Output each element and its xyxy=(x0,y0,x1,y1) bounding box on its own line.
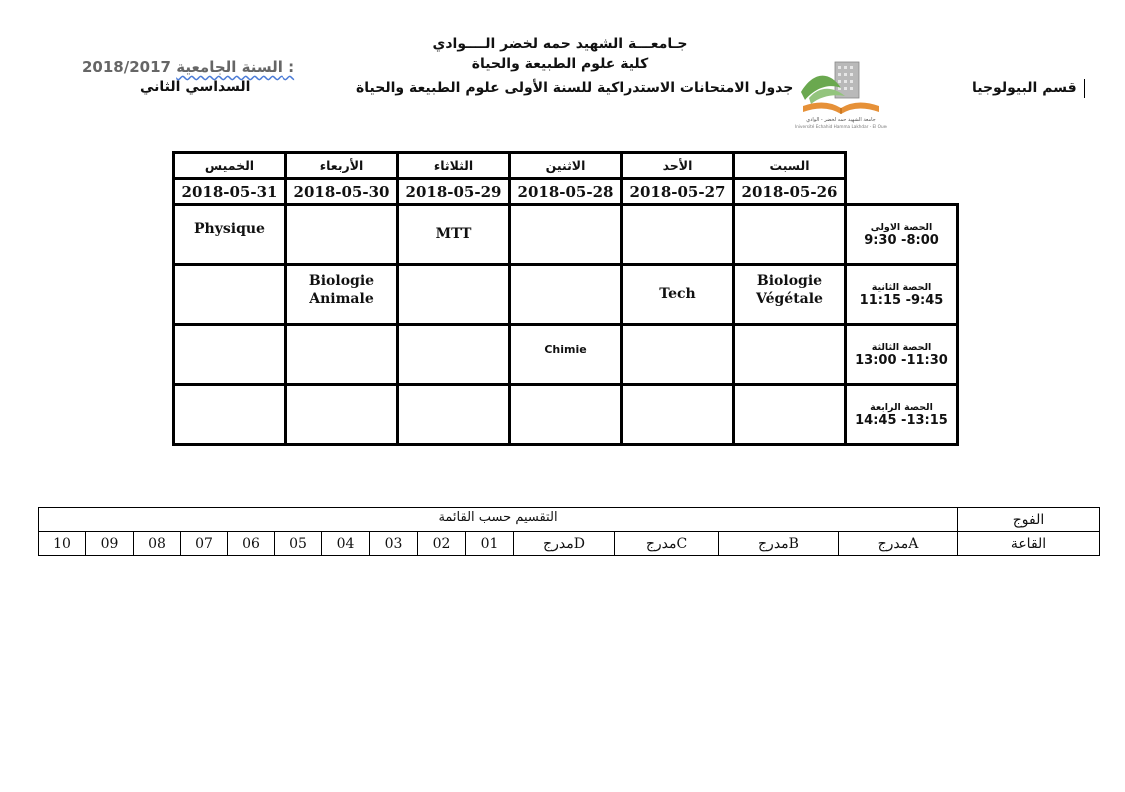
page-title: جدول الامتحانات الاستدراكية للسنة الأولى علوم الطبيعة والحياة xyxy=(356,80,794,96)
faculty-name: كلية علوم الطبيعة والحياة xyxy=(471,56,649,72)
exam-cell xyxy=(172,323,287,386)
semester: السداسي الثاني xyxy=(140,79,251,95)
slot-4-cell xyxy=(844,383,959,446)
room-cell: 06 xyxy=(227,531,275,556)
exam-cell xyxy=(732,323,847,386)
date-sunday: 2018-05-27 xyxy=(620,177,735,206)
exam-bio-vegetale-line2: Végétale xyxy=(756,291,823,308)
room-cell: 04 xyxy=(321,531,370,556)
exam-cell-biologie-animale xyxy=(284,263,399,326)
slot-4-time: 13:15- 14:45 xyxy=(855,412,948,428)
exam-bio-animale-line2: Animale xyxy=(309,291,374,308)
exam-cell xyxy=(172,383,287,446)
slot-3-time: 11:30- 13:00 xyxy=(855,352,948,368)
slot-3-cell xyxy=(844,323,959,386)
room-cell: 05 xyxy=(274,531,322,556)
room-label-cell: القاعة xyxy=(957,531,1100,556)
day-header-monday: الاثنين xyxy=(508,151,623,180)
exam-cell xyxy=(172,263,287,326)
academic-year-value: 2018/2017 xyxy=(82,58,171,76)
room-cell: 02 xyxy=(417,531,466,556)
svg-text:Université Echahid Hamma Lakhd: Université Echahid Hamma Lakhdar - El Oued xyxy=(795,124,887,129)
amphi-cell-d: مدرجD xyxy=(513,531,615,556)
exam-cell xyxy=(284,383,399,446)
slot-2-label: الحصة الثانية xyxy=(871,281,932,293)
room-cell: 09 xyxy=(85,531,134,556)
exam-bio-vegetale-line1: Biologie xyxy=(756,273,823,289)
exam-cell-biologie-vegetale xyxy=(732,263,847,326)
exam-cell xyxy=(732,383,847,446)
exam-tech: Tech xyxy=(659,286,696,303)
date-monday: 2018-05-28 xyxy=(508,177,623,206)
room-cell: 08 xyxy=(133,531,181,556)
room-cell: 03 xyxy=(369,531,418,556)
exam-cell xyxy=(508,263,623,326)
date-tuesday: 2018-05-29 xyxy=(396,177,511,206)
academic-year-label: السنة الجامعية : xyxy=(176,58,295,76)
slot-4-label: الحصة الرابعة xyxy=(870,401,933,413)
header-divider xyxy=(1084,79,1085,98)
exam-cell xyxy=(620,323,735,386)
exam-cell xyxy=(508,203,623,266)
slot-2-cell xyxy=(844,263,959,326)
exam-cell xyxy=(396,263,511,326)
slot-1-label: الحصة الاولى xyxy=(870,221,933,233)
date-thursday: 2018-05-31 xyxy=(172,177,287,206)
exam-mtt: MTT xyxy=(435,226,472,243)
slot-2-time: 9:45- 11:15 xyxy=(859,292,944,308)
slot-1-cell xyxy=(844,203,959,266)
amphi-cell-a: مدرجA xyxy=(838,531,958,556)
exam-chimie: Chimie xyxy=(544,343,587,356)
date-saturday: 2018-05-26 xyxy=(732,177,847,206)
exam-cell xyxy=(396,383,511,446)
exam-cell xyxy=(620,203,735,266)
date-wednesday: 2018-05-30 xyxy=(284,177,399,206)
svg-text:جامعة الشهيد حمه لخضر - الوادي: جامعة الشهيد حمه لخضر - الوادي xyxy=(806,117,876,123)
exam-physique: Physique xyxy=(194,221,265,237)
room-cell: 07 xyxy=(180,531,228,556)
exam-cell xyxy=(284,323,399,386)
exam-cell xyxy=(732,203,847,266)
slot-3-label: الحصة الثالثة xyxy=(871,341,932,353)
exam-cell-tech xyxy=(620,263,735,326)
day-header-wednesday: الأربعاء xyxy=(284,151,399,180)
exam-cell xyxy=(620,383,735,446)
room-cell: 01 xyxy=(465,531,514,556)
academic-year xyxy=(82,58,294,76)
division-label-cell: التقسيم حسب القائمة xyxy=(38,507,958,532)
group-label-cell: الفوج xyxy=(957,507,1100,532)
exam-bio-animale-line1: Biologie xyxy=(308,273,375,289)
amphi-cell-c: مدرجC xyxy=(614,531,719,556)
amphi-cell-b: مدرجB xyxy=(718,531,839,556)
exam-cell xyxy=(396,323,511,386)
room-cell: 10 xyxy=(38,531,86,556)
exam-cell-chimie xyxy=(508,323,623,386)
day-header-tuesday: الثلاثاء xyxy=(396,151,511,180)
day-header-thursday: الخميس xyxy=(172,151,287,180)
exam-cell-physique xyxy=(172,203,287,266)
exam-cell xyxy=(508,383,623,446)
day-header-sunday: الأحد xyxy=(620,151,735,180)
day-header-saturday: السبت xyxy=(732,151,847,180)
university-logo-icon xyxy=(795,58,887,130)
university-logo xyxy=(795,58,887,130)
exam-cell xyxy=(284,203,399,266)
department-name: قسم البيولوجيا xyxy=(972,80,1077,96)
exam-cell-mtt xyxy=(396,203,511,266)
university-name: جـامعـــة الشهيد حمه لخضر الــــوادي xyxy=(432,36,688,52)
slot-1-time: 8:00- 9:30 xyxy=(864,232,939,248)
